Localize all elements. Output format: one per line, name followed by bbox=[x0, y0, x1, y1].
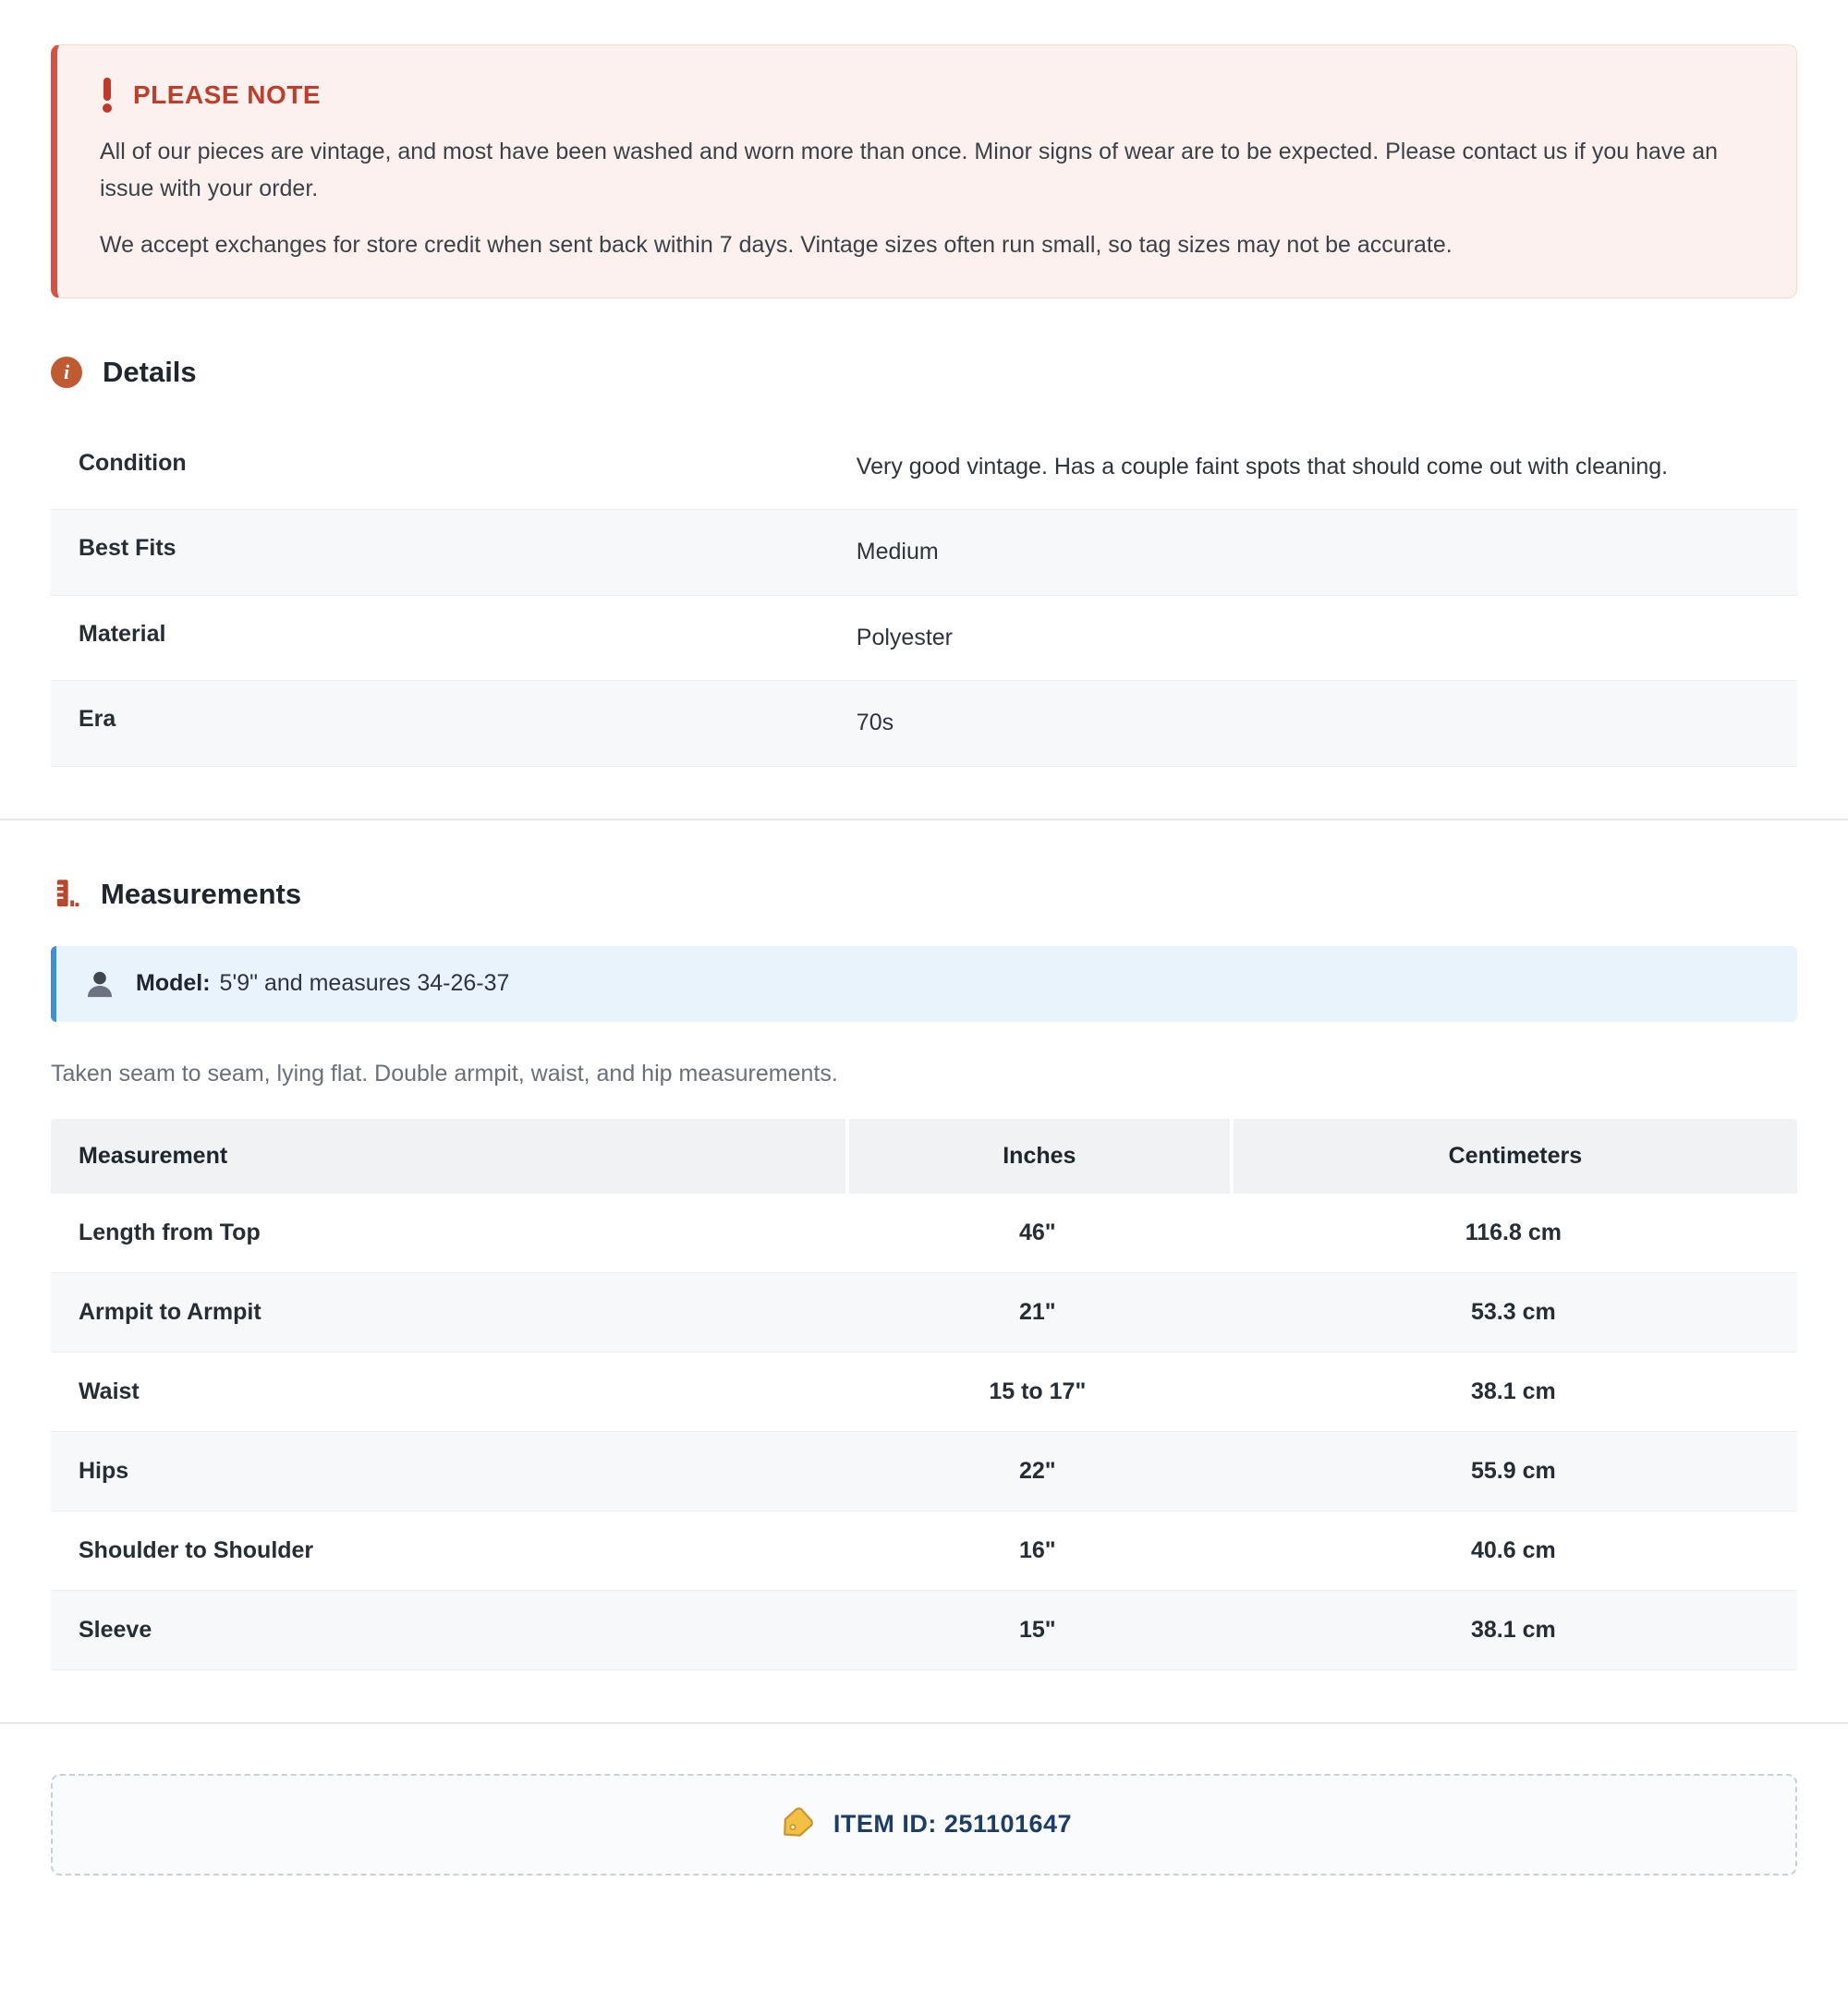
column-header-inches: Inches bbox=[845, 1119, 1230, 1194]
measurement-inches: 22" bbox=[1019, 1457, 1056, 1484]
details-value: Polyester bbox=[856, 624, 954, 650]
details-section bbox=[51, 356, 1797, 767]
details-title: Details bbox=[103, 355, 197, 388]
measurement-inches: 21" bbox=[1019, 1298, 1056, 1325]
details-value: 70s bbox=[856, 710, 894, 735]
measurement-inches: 15 to 17" bbox=[989, 1378, 1087, 1404]
measurement-note: Taken seam to seam, lying flat. Double armpit, waist, and hip measurements. bbox=[51, 1060, 838, 1086]
details-value: Medium bbox=[856, 539, 939, 564]
item-id-text: ITEM ID: 251101647 bbox=[833, 1810, 1073, 1838]
column-header-measurement: Measurement bbox=[79, 1142, 228, 1169]
details-label: Era bbox=[79, 706, 116, 732]
exclamation-icon bbox=[100, 77, 115, 114]
item-id-box bbox=[51, 1774, 1797, 1876]
section-divider bbox=[0, 1722, 1848, 1724]
measurement-name: Armpit to Armpit bbox=[79, 1298, 261, 1325]
tag-icon bbox=[776, 1805, 815, 1844]
details-table bbox=[51, 424, 1797, 767]
measurements-title: Measurements bbox=[101, 877, 302, 910]
info-icon: i bbox=[51, 357, 82, 388]
measurement-cm: 53.3 cm bbox=[1470, 1298, 1556, 1325]
measurement-cm: 55.9 cm bbox=[1470, 1457, 1556, 1484]
table-row bbox=[51, 1194, 1797, 1273]
measurement-inches: 46" bbox=[1019, 1219, 1056, 1245]
alert-title-row bbox=[100, 77, 1754, 114]
details-label: Material bbox=[79, 620, 166, 647]
details-row-best-fits bbox=[51, 510, 1797, 596]
ruler-icon bbox=[51, 879, 80, 910]
measurement-name: Sleeve bbox=[79, 1616, 152, 1643]
measurement-name: Waist bbox=[79, 1378, 140, 1404]
details-row-condition bbox=[51, 424, 1797, 511]
details-heading bbox=[51, 356, 1797, 389]
details-row-era bbox=[51, 681, 1797, 767]
measurements-table-body bbox=[51, 1194, 1797, 1670]
table-row bbox=[51, 1591, 1797, 1670]
column-header-centimeters: Centimeters bbox=[1230, 1119, 1797, 1194]
section-divider bbox=[0, 819, 1848, 820]
details-value: Very good vintage. Has a couple faint spots that should come out with cleaning. bbox=[856, 453, 1669, 480]
measurement-inches: 15" bbox=[1019, 1616, 1056, 1643]
details-row-material bbox=[51, 596, 1797, 682]
measurement-name: Length from Top bbox=[79, 1219, 261, 1245]
measurement-inches: 16" bbox=[1019, 1536, 1056, 1563]
alert-title: PLEASE NOTE bbox=[133, 80, 322, 109]
table-row bbox=[51, 1432, 1797, 1511]
measurements-section bbox=[51, 878, 1797, 1670]
measurement-cm: 40.6 cm bbox=[1470, 1536, 1556, 1563]
table-row bbox=[51, 1273, 1797, 1353]
alert-paragraph-2: We accept exchanges for store credit when sent back within 7 days. Vintage sizes often run small, so tag sizes may not be accurate. bbox=[100, 232, 1453, 258]
alert-paragraph-1: All of our pieces are vintage, and most have been washed and worn more than once. Minor signs of wear are to be expected. Please contact us if you have an issue with your order. bbox=[100, 139, 1719, 201]
details-label: Best Fits bbox=[79, 535, 176, 561]
please-note-alert bbox=[51, 44, 1797, 298]
measurement-cm: 116.8 cm bbox=[1465, 1219, 1562, 1245]
measurements-heading bbox=[51, 878, 1797, 911]
measurement-name: Hips bbox=[79, 1457, 129, 1484]
table-row bbox=[51, 1353, 1797, 1432]
measurements-table-header bbox=[51, 1119, 1797, 1194]
model-line bbox=[136, 970, 509, 997]
table-row bbox=[51, 1511, 1797, 1591]
measurements-table bbox=[51, 1119, 1797, 1670]
model-label: Model: bbox=[136, 970, 211, 996]
model-text: 5'9" and measures 34-26-37 bbox=[219, 970, 510, 996]
details-label: Condition bbox=[79, 449, 187, 476]
person-icon bbox=[84, 968, 116, 1000]
measurement-name: Shoulder to Shoulder bbox=[79, 1536, 314, 1563]
model-info-box bbox=[51, 946, 1797, 1022]
measurement-cm: 38.1 cm bbox=[1470, 1616, 1556, 1643]
measurement-cm: 38.1 cm bbox=[1470, 1378, 1556, 1404]
